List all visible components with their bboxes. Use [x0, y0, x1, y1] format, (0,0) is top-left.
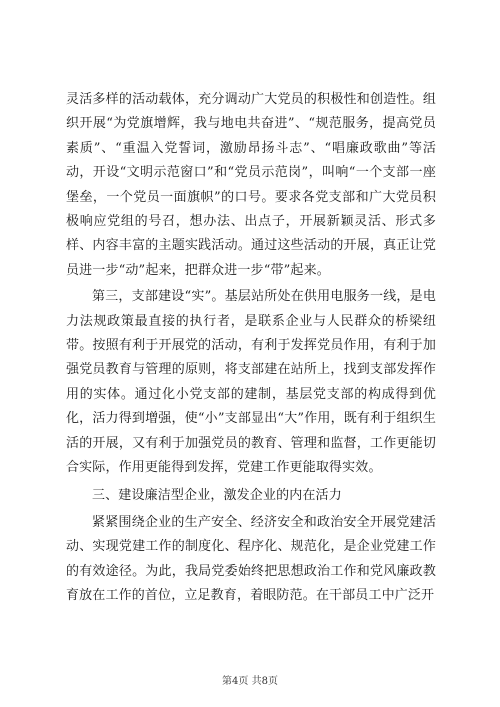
paragraph-branch-building: 第三，支部建设“实”。基层站所处在供用电服务一线，是电力法规政策最直接的执行者，是联系企业与人民群众的桥梁纽带。按照有利于开展党的活动，有利于发挥党员作用，有利于加强党员教育与管理的原则，将支部建在站所上，找到支部发挥作用的实体。通过化小党支部的建制，基层党支部的构成得到优化，活力得到增强，使“小”支部显出“大”作用，既有利于组织生活的开展，又有利于加强党员的教育、管理和监督，工作更能切合实际，作用更能得到发挥，党建工作更能取得实效。	[66, 289, 436, 476]
page-number-footer: 第4页 共8页	[222, 676, 278, 687]
document-body	[66, 88, 436, 611]
section-heading: 三、建设廉洁型企业，激发企业的内在活力	[92, 487, 342, 503]
paragraph-clean-enterprise: 紧紧围绕企业的生产安全、经济安全和政治安全开展党建活动、实现党建工作的制度化、程序化、规范化，是企业党建工作的有效途径。为此，我局党委始终把思想政治工作和党风廉政教育放在工作的首位，立足教育，着眼防范。在干部员工中广泛开	[66, 514, 436, 604]
paragraph-continuation: 灵活多样的活动载体，充分调动广大党员的积极性和创造性。组织开展“为党旗增辉，我与地电共奋进”、“规范服务，提高党员素质”、“重温入党誓词，激励昂扬斗志”、“唱廉政歌曲”等活动，开设“文明示范窗口”和“党员示范岗”，叫响“一个支部一座堡垒，一个党员一面旗帜”的口号。要求各党支部和广大党员积极响应党组的号召，想办法、出点子，开展新颖灵活、形式多样、内容丰富的主题实践活动。通过这些活动的开展，真正让党员进一步“动”起来，把群众进一步“带”起来。	[66, 92, 436, 278]
